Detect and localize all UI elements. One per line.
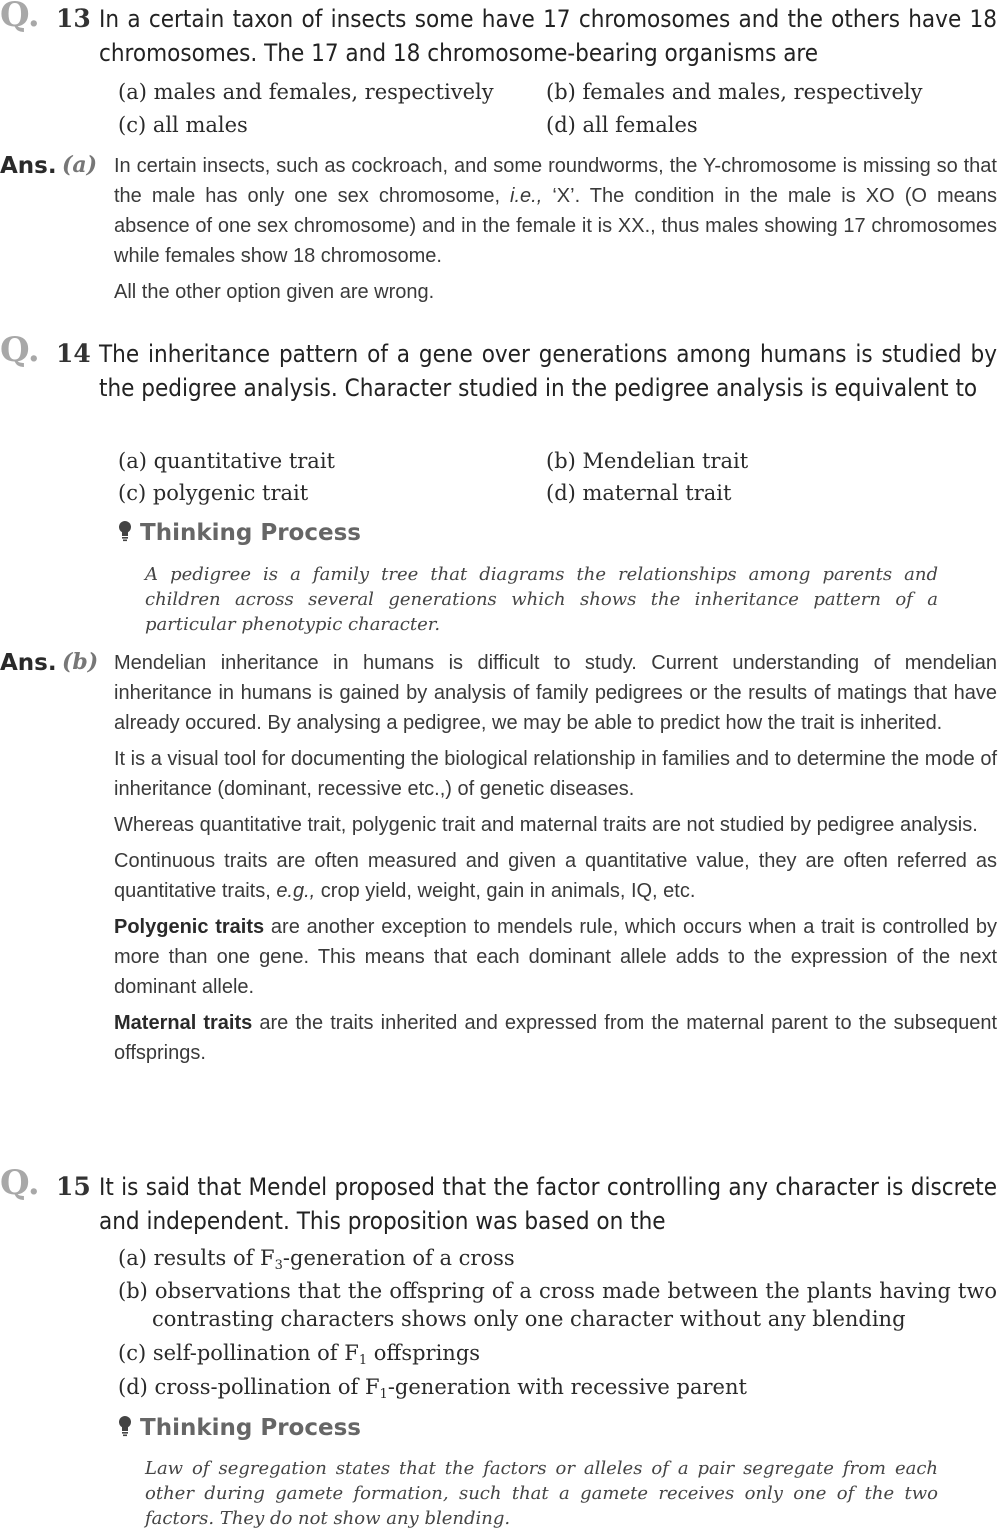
options-list [118,1244,997,1401]
answer-key: (a) [62,152,98,178]
thinking-process-heading: Thinking Process [118,1413,361,1443]
question-number: 15 [56,1172,91,1201]
question-number: 13 [56,4,91,33]
option-a: (a) males and females, respectively [118,80,494,104]
answer-body: In certain insects, such as cockroach, and some roundworms, the Y-chromosome is missing so that the male has only one sex chromosome, i.e., ‘X’. The condition in the male is XO (O means absence of one sex chromosome) and in the female it is XX., thus males showing 17 chromosomes while females show 18 chromosome. All the other option given are wrong. [114,155,997,303]
option-d: (d) all females [546,113,698,137]
option-b: (b) females and males, respectively [546,80,923,104]
answer-label: Ans. [0,650,57,676]
question-text: The inheritance pattern of a gene over generations among humans is studied by the pedigree analysis. Character studied in the pedigree analysis is equivalent to [99,340,997,402]
option-d: (d) cross-pollination of $F_1$-generation with recessive parent [118,1375,747,1402]
answer-body: Mendelian inheritance in humans is difficult to study. Current understanding of mendelian inheritance in humans is gained by analysis of family pedigrees or the results of matings that have already occured. By analysing a pedigree, we may be able to predict how the trait is inherited. It is a visual tool for documenting the biological relationship in families and to determine the mode of inheritance (dominant, recessive etc.,) of genetic diseases. Whereas quantitative trait, polygenic trait and maternal traits are not studied by pedigree analysis. Continuous traits are often measured and given a quantitative value, they are often referred as quantitative traits, e.g., crop yield, weight, gain in animals, IQ, etc. Polygenic traits are another exception to mendels rule, which occurs when a trait is controlled by more than one gene. This means that each dominant allele adds to the expression of the next dominant allele. Maternal traits are the traits inherited and expressed from the maternal parent to the subsequent offsprings. [114,652,998,1064]
option-d: (d) maternal trait [546,481,732,505]
option-b: (b) Mendelian trait [546,449,749,473]
option-a: (a) quantitative trait [118,449,335,473]
option-c: (c) self-pollination of $F_1$ offsprings [118,1341,481,1368]
option-c: (c) all males [118,113,248,137]
question-text: In a certain taxon of insects some have 17 chromosomes and the others have 18 chromosomes. The 17 and 18 chromosome-bearing organisms are [99,5,997,67]
question-label: Q. [0,330,40,370]
question-label: Q. [0,0,40,35]
answer-label: Ans. [0,153,57,179]
option-b: (b) observations that the offspring of a cross made between the plants having two contrasting characters shows only one character without any blending [118,1279,997,1331]
lightbulb-icon [118,520,132,542]
thinking-process-text: A pedigree is a family tree that diagrams the relationships among parents and children across several generations which shows the inheritance pattern of a particular phenotypic character. [145,564,938,635]
thinking-process-heading: Thinking Process [118,518,361,548]
question-label: Q. [0,1163,40,1203]
lightbulb-icon [118,1415,132,1437]
answer-key: (b) [62,649,99,675]
question-number: 14 [56,339,91,368]
option-c: (c) polygenic trait [118,481,309,505]
thinking-process-text: Law of segregation states that the factors or alleles of a pair segregate from each other during gamete formation, such that a gamete receives only one of the two factors. They do not show any blending. [145,1458,938,1529]
option-a: (a) results of $F_3$-generation of a cross [118,1246,515,1273]
question-text: It is said that Mendel proposed that the factor controlling any character is discrete and independent. This proposition was based on the [99,1173,997,1235]
